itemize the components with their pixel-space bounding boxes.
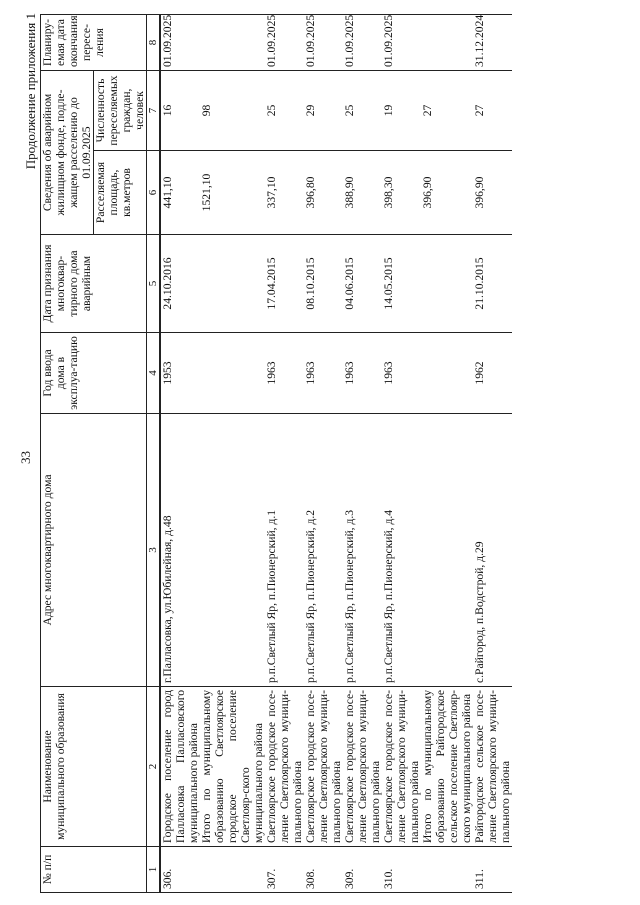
year-built [421,333,473,414]
year-built: 1963 [382,333,421,414]
continuation-note: Продолжение приложения 1 [23,13,38,170]
row-number: 309. [343,847,382,893]
col-number: 3 [146,414,160,687]
emergency-date [421,235,473,333]
table-row [382,14,421,892]
header-municipality: Наименование муниципального образования [41,687,147,847]
header-planned: Планиру-емая дата окончания пересе-ления [41,14,147,70]
house-address: с.Райгород, п.Водстрой, д.29 [473,414,512,687]
header-year: Год ввода дома в эксплуа-тацию [41,333,147,414]
year-built: 1963 [343,333,382,414]
table-row [473,14,512,892]
table-row [200,14,265,892]
col-number: 7 [146,70,160,150]
resettled-count: 27 [473,70,512,150]
resettled-count: 16 [160,70,200,150]
house-address: р.п.Светлый Яр, п.Пионерский, д.2 [304,414,343,687]
row-number: 310. [382,847,421,893]
municipality-name: Светлоярское городское посе-ление Светлоярского муници-пального района [382,687,421,847]
resettlement-area: 441,10 [160,151,200,235]
header-address: Адрес многоквартирного дома [41,414,147,687]
planned-end-date [200,14,265,70]
col-number: 6 [146,151,160,235]
housing-table [40,14,512,893]
table-row [421,14,473,892]
row-number: 306. [160,847,200,893]
row-number: 307. [265,847,304,893]
row-number: 311. [473,847,512,893]
col-number: 4 [146,333,160,414]
header-group: Сведения об аварийном жилищном фонде, подле-жащем расселению до 01.09.2025 [41,70,94,234]
house-address: р.п.Светлый Яр, п.Пионерский, д.4 [382,414,421,687]
municipality-name: Светлоярское городское посе-ление Светлоярского муници-пального района [343,687,382,847]
resettlement-area: 398,30 [382,151,421,235]
house-address [200,414,265,687]
resettled-count: 25 [265,70,304,150]
emergency-date: 17.04.2015 [265,235,304,333]
year-built [200,333,265,414]
municipality-name: Светлоярское городское посе-ление Светлоярского муници-пального района [265,687,304,847]
resettled-count: 29 [304,70,343,150]
col-number: 1 [146,847,160,893]
table-row [304,14,343,892]
planned-end-date: 31.12.2024 [473,14,512,70]
planned-end-date [421,14,473,70]
table-row [343,14,382,892]
row-number [421,847,473,893]
municipality-name: Райгородское сельское посе-ление Светлоярского муници-пального района [473,687,512,847]
resettlement-area: 396,90 [473,151,512,235]
resettlement-area: 396,90 [421,151,473,235]
resettlement-area: 396,80 [304,151,343,235]
year-built: 1953 [160,333,200,414]
col-number: 8 [146,14,160,70]
municipality-name: Светлоярское городское посе-ление Светлоярского муници-пального района [304,687,343,847]
year-built: 1962 [473,333,512,414]
planned-end-date: 01.09.2025 [160,14,200,70]
emergency-date: 14.05.2015 [382,235,421,333]
house-address: р.п.Светлый Яр, п.Пионерский, д.1 [265,414,304,687]
emergency-date: 04.06.2015 [343,235,382,333]
row-number [200,847,265,893]
planned-end-date: 01.09.2025 [382,14,421,70]
resettlement-area: 337,10 [265,151,304,235]
header-area: Расселяемая площадь, кв.метров [93,151,146,235]
planned-end-date: 01.09.2025 [343,14,382,70]
table-body [160,14,512,892]
resettled-count: 27 [421,70,473,150]
header-people: Численность переселяемых граждан, человек [93,70,146,150]
emergency-date: 24.10.2016 [160,235,200,333]
row-number: 308. [304,847,343,893]
municipality-name: Итого по муниципальному образованию Светлоярское городское поселение Светлояр-ского муниципального района [200,687,265,847]
emergency-date: 21.10.2015 [473,235,512,333]
planned-end-date: 01.09.2025 [265,14,304,70]
planned-end-date: 01.09.2025 [304,14,343,70]
year-built: 1963 [265,333,304,414]
house-address [421,414,473,687]
emergency-date: 08.10.2015 [304,235,343,333]
resettled-count: 98 [200,70,265,150]
year-built: 1963 [304,333,343,414]
resettlement-area: 388,90 [343,151,382,235]
col-number: 2 [146,687,160,847]
resettled-count: 19 [382,70,421,150]
header-no: № п/п [41,847,147,893]
house-address: г.Палласовка, ул.Юбилейная, д.48 [160,414,200,687]
resettled-count: 25 [343,70,382,150]
resettlement-area: 1521,10 [200,151,265,235]
table-row [160,14,200,892]
municipality-name: Итого по муниципальному образованию Райгородское сельское поселение Светлояр-ского муниципального района [421,687,473,847]
table-row [265,14,304,892]
page-number: 33 [18,451,33,464]
header-date: Дата признания многоквар-тирного дома аварийным [41,235,147,333]
emergency-date [200,235,265,333]
col-number: 5 [146,235,160,333]
house-address: р.п.Светлый Яр, п.Пионерский, д.3 [343,414,382,687]
municipality-name: Городское поселение город Палласовка Палласовского муниципального района [160,687,200,847]
